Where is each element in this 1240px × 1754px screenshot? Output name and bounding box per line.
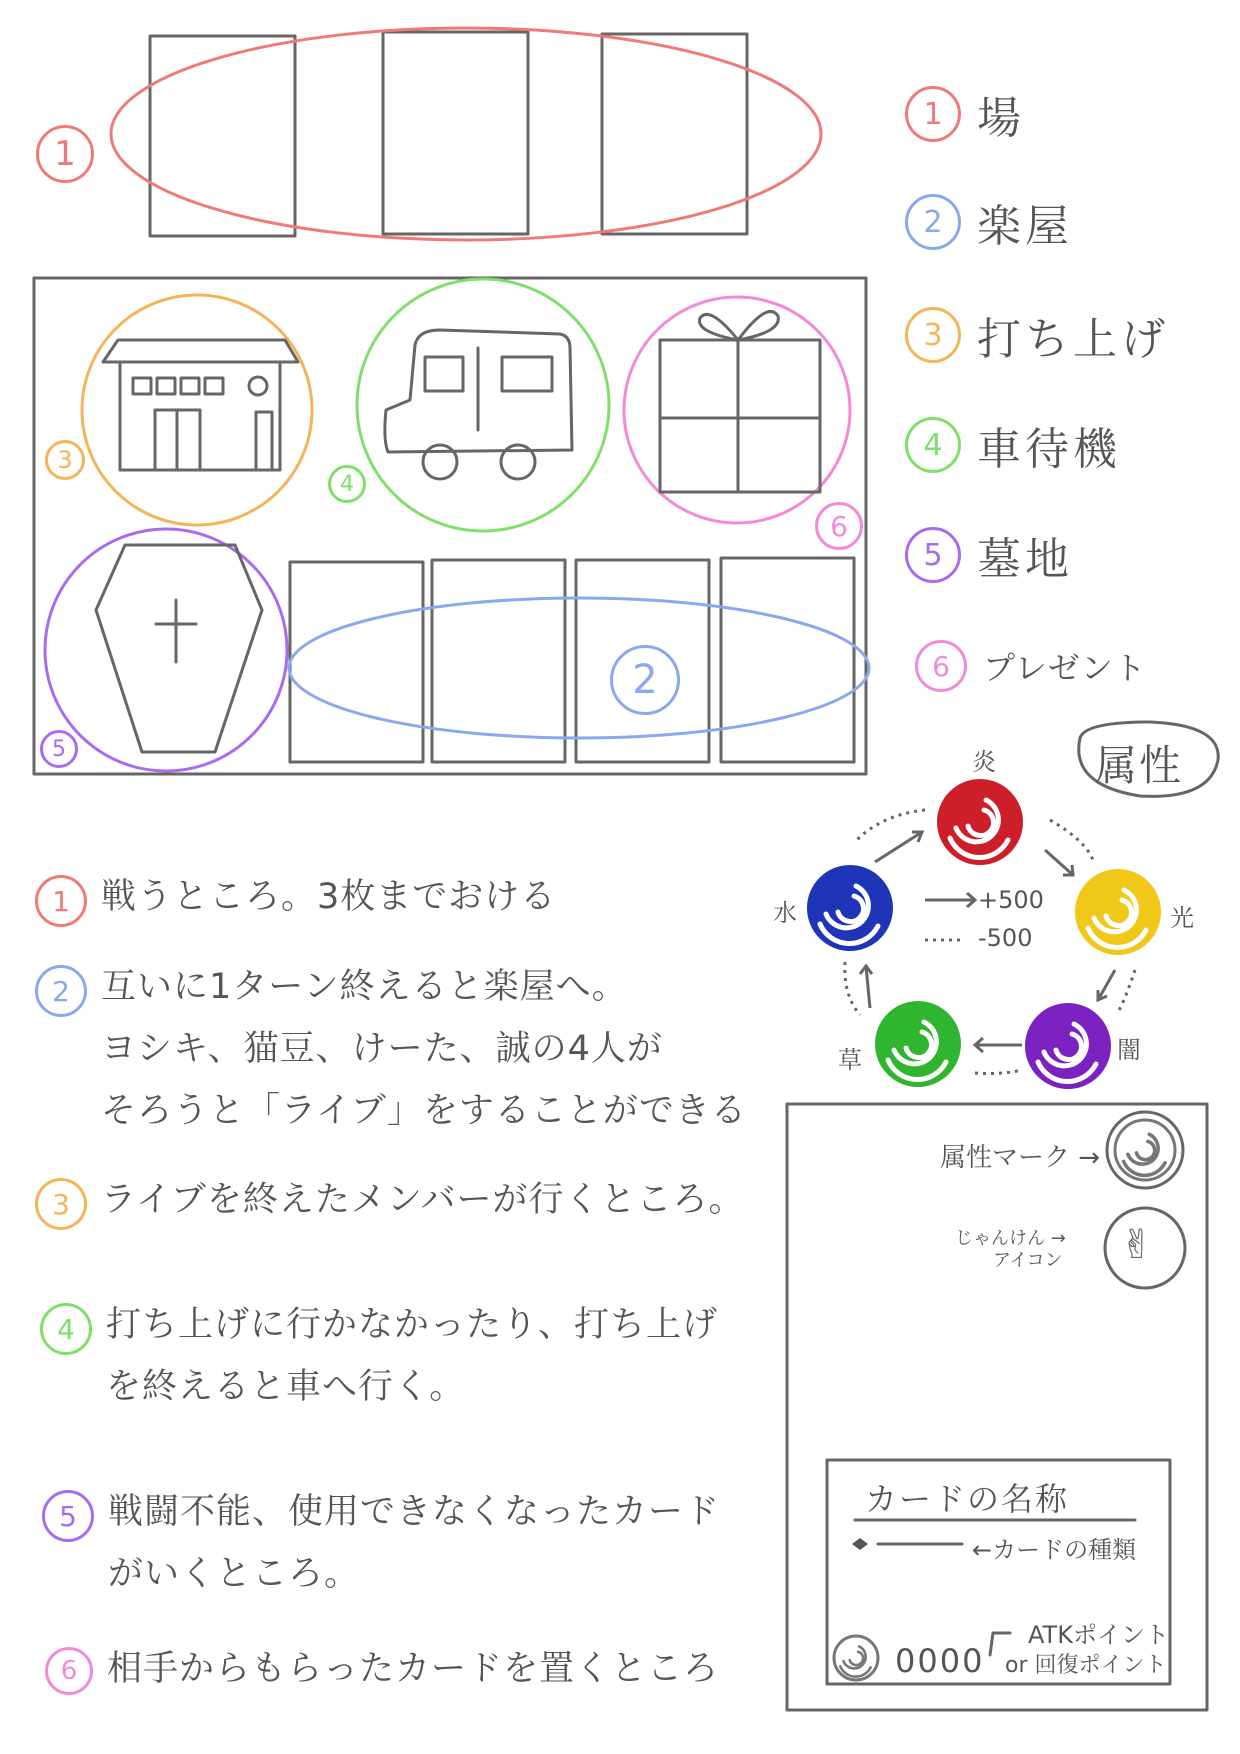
card-attribute-mark-circle xyxy=(1107,1112,1183,1188)
atk-points-label: ATKポイント xyxy=(1028,1621,1169,1649)
attribute-mark-label: 属性マーク → xyxy=(940,1143,1101,1173)
heal-points-label: or 回復ポイント xyxy=(1005,1653,1167,1678)
attribute-label-dark: 闇 xyxy=(1117,1036,1141,1064)
card-type-label: ←カードの種類 xyxy=(972,1536,1137,1564)
legend-label-1: 場 xyxy=(977,93,1025,144)
house-icon xyxy=(103,340,298,470)
gift-icon xyxy=(660,311,820,492)
description-badge-1: 1 xyxy=(35,875,87,927)
description-4 xyxy=(40,1303,718,1409)
dressing-slot-1 xyxy=(290,562,423,762)
attribute-label-fire: 炎 xyxy=(972,748,996,776)
attribute-key-plus: +500 xyxy=(978,886,1044,914)
zone-marker-1: 1 xyxy=(36,125,94,183)
janken-label: じゃんけん → アイコン xyxy=(955,1228,1066,1271)
legend-item-6 xyxy=(915,640,1147,692)
attribute-label-light: 光 xyxy=(1170,904,1194,932)
zone-marker-4: 4 xyxy=(328,465,366,503)
janken-icon: ✌ xyxy=(1120,1222,1154,1268)
description-badge-4: 4 xyxy=(40,1303,92,1355)
description-badge-3: 3 xyxy=(35,1178,87,1230)
description-badge-5: 5 xyxy=(42,1490,94,1542)
description-5-line-2: がいくところ。 xyxy=(108,1554,361,1594)
legend-item-4 xyxy=(905,413,1121,477)
zone-marker-3: 3 xyxy=(45,440,85,480)
description-6-line-1: 相手からもらったカードを置くところ xyxy=(107,1649,720,1689)
legend-badge-3: 3 xyxy=(905,307,961,363)
description-5-line-1: 戦闘不能、使用できなくなったカード xyxy=(108,1492,721,1532)
zone-marker-5: 5 xyxy=(40,730,78,768)
legend-label-3: 打ち上げ xyxy=(977,314,1169,365)
legend-label-2: 楽屋 xyxy=(977,201,1073,252)
card-type-diamond xyxy=(852,1538,868,1550)
legend-item-2 xyxy=(905,190,1073,254)
zone-1-outline xyxy=(111,28,821,240)
zone-marker-6: 6 xyxy=(815,502,863,550)
description-1 xyxy=(35,875,556,927)
field-slot-3 xyxy=(602,34,747,234)
legend-item-3 xyxy=(905,303,1169,367)
legend-label-5: 墓地 xyxy=(977,534,1073,585)
description-badge-6: 6 xyxy=(45,1647,93,1695)
legend-badge-4: 4 xyxy=(905,417,961,473)
field-slot-2 xyxy=(383,32,528,234)
legend-badge-6: 6 xyxy=(915,640,967,692)
description-2-line-2: ヨシキ、猫豆、けーた、誠の4人が xyxy=(101,1029,663,1069)
description-3-line-1: ライブを終えたメンバーが行くところ。 xyxy=(101,1180,745,1220)
description-1-line-1: 戦うところ。3枚までおける xyxy=(101,877,557,917)
coffin-icon xyxy=(96,545,262,752)
legend-item-5 xyxy=(905,523,1073,587)
field-slot-1 xyxy=(150,36,295,236)
legend-badge-1: 1 xyxy=(905,86,961,142)
legend-badge-2: 2 xyxy=(905,194,961,250)
card-name: カードの名称 xyxy=(865,1480,1070,1518)
legend-label-6: プレゼント xyxy=(983,649,1147,687)
dressing-slot-4 xyxy=(721,558,854,762)
description-badge-2: 2 xyxy=(35,965,87,1017)
description-2 xyxy=(35,965,747,1133)
description-2-line-1: 互いに1ターン終えると楽屋へ。 xyxy=(101,967,628,1007)
description-5 xyxy=(42,1490,720,1596)
attribute-title: 属性 xyxy=(1095,741,1184,790)
zone-5-outline xyxy=(45,529,287,771)
van-icon xyxy=(385,330,572,479)
legend-item-1 xyxy=(905,82,1025,146)
attribute-label-water: 水 xyxy=(773,899,797,927)
description-2-line-3: そろうと「ライブ」をすることができる xyxy=(101,1091,747,1131)
description-3 xyxy=(35,1178,744,1230)
zone-marker-2: 2 xyxy=(610,645,680,715)
legend-label-4: 車待機 xyxy=(977,424,1121,475)
description-4-line-1: 打ち上げに行かなかったり、打ち上げ xyxy=(106,1305,719,1345)
description-6 xyxy=(45,1647,719,1695)
attribute-label-grass: 草 xyxy=(838,1046,862,1074)
card-points: 0000 xyxy=(895,1642,985,1680)
legend-badge-5: 5 xyxy=(905,527,961,583)
zone-2-outline xyxy=(289,598,869,738)
description-4-line-2: を終えると車へ行く。 xyxy=(106,1367,466,1407)
attribute-key-minus: -500 xyxy=(978,924,1033,952)
